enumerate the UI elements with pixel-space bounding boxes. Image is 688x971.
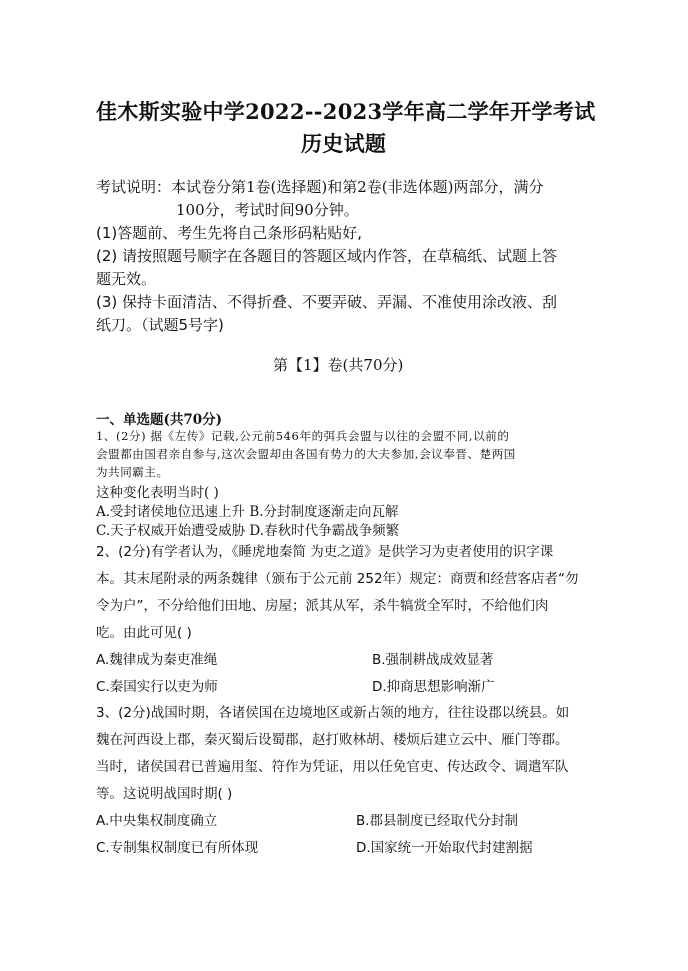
question-text: 3、(2分)战国时期，各诸侯国在边境地区或新占领的地方，往往设郡以统县。如 — [96, 705, 570, 721]
question-text: 1、(2分) 据《左传》记载,公元前546年的弭兵会盟与以往的会盟不同,以前的 — [96, 429, 510, 443]
instruction-line: (1)答题前、考生先将自己条形码粘贴好, — [96, 224, 363, 242]
question-text: 2、(2分)有学者认为，《睡虎地秦简 为吏之道》是供学习为吏者使用的识字课 — [96, 544, 554, 560]
instruction-line: (3) 保持卡面清洁、不得折叠、不要弄破、弄漏、不准使用涂改液、刮 — [96, 293, 558, 311]
instruction-line: 纸刀。（试题5号字) — [96, 316, 224, 334]
part-heading: 一、单选题(共70分) — [96, 412, 223, 428]
option-a: A.魏律成为秦吏准绳 — [96, 652, 218, 668]
question-stem: 这种变化表明当时( ) — [96, 485, 219, 501]
option-b: B.郡县制度已经取代分封制 — [356, 813, 519, 829]
instruction-line: 100分，考试时间90分钟。 — [176, 201, 359, 219]
question-stem: 等。这说明战国时期( ) — [96, 786, 233, 802]
question-text: 当时，诸侯国君已普遍用玺、符作为凭证，用以任免官吏、传达政令、调遣军队 — [96, 759, 569, 775]
question-text: 为共同霸主。 — [96, 465, 169, 479]
option-c: C.秦国实行以吏为师 — [96, 679, 218, 695]
option-b: B.强制耕战成效显著 — [372, 652, 494, 668]
option-a: A.中央集权制度确立 — [96, 813, 218, 829]
option-d: D.国家统一开始取代封建割据 — [356, 840, 533, 856]
exam-title: 佳木斯实验中学2022--2023学年高二学年开学考试 — [96, 99, 596, 124]
question-text: 令为户”，不分给他们田地、房屋；派其从军，杀牛犒赏全军时，不给他们肉 — [96, 598, 549, 614]
exam-subtitle: 历史试题 — [301, 131, 387, 156]
answer-options: A.受封诸侯地位迅速上升 B.分封制度逐渐走向瓦解 — [96, 504, 399, 520]
question-text: 会盟都由国君亲自参与,这次会盟却由各国有势力的大夫参加,会议奉晋、楚两国 — [96, 447, 516, 461]
instruction-line: 考试说明：本试卷分第1卷(选择题)和第2卷(非选体题)两部分，满分 — [96, 178, 544, 196]
section-title: 第【1】卷(共70分) — [273, 356, 404, 374]
option-d: D.抑商思想影响渐广 — [372, 679, 495, 695]
answer-options: C.天子权威开始遭受威胁 D.春秋时代争霸战争频繁 — [96, 523, 400, 539]
question-text: 本。其末尾附录的两条魏律（颁布于公元前 252年）规定：商贾和经营客店者“勿 — [96, 571, 579, 587]
question-stem: 吃。由此可见( ) — [96, 625, 192, 641]
instruction-line: (2) 请按照题号顺字在各题目的答题区域内作答，在草稿纸、试题上答 — [96, 247, 558, 265]
option-c: C.专制集权制度已有所体现 — [96, 840, 259, 856]
question-text: 魏在河西设上郡，秦灭蜀后设蜀郡，赵打败林胡、楼烦后建立云中、雁门等郡。 — [96, 732, 569, 748]
instruction-line: 题无效。 — [96, 270, 157, 288]
